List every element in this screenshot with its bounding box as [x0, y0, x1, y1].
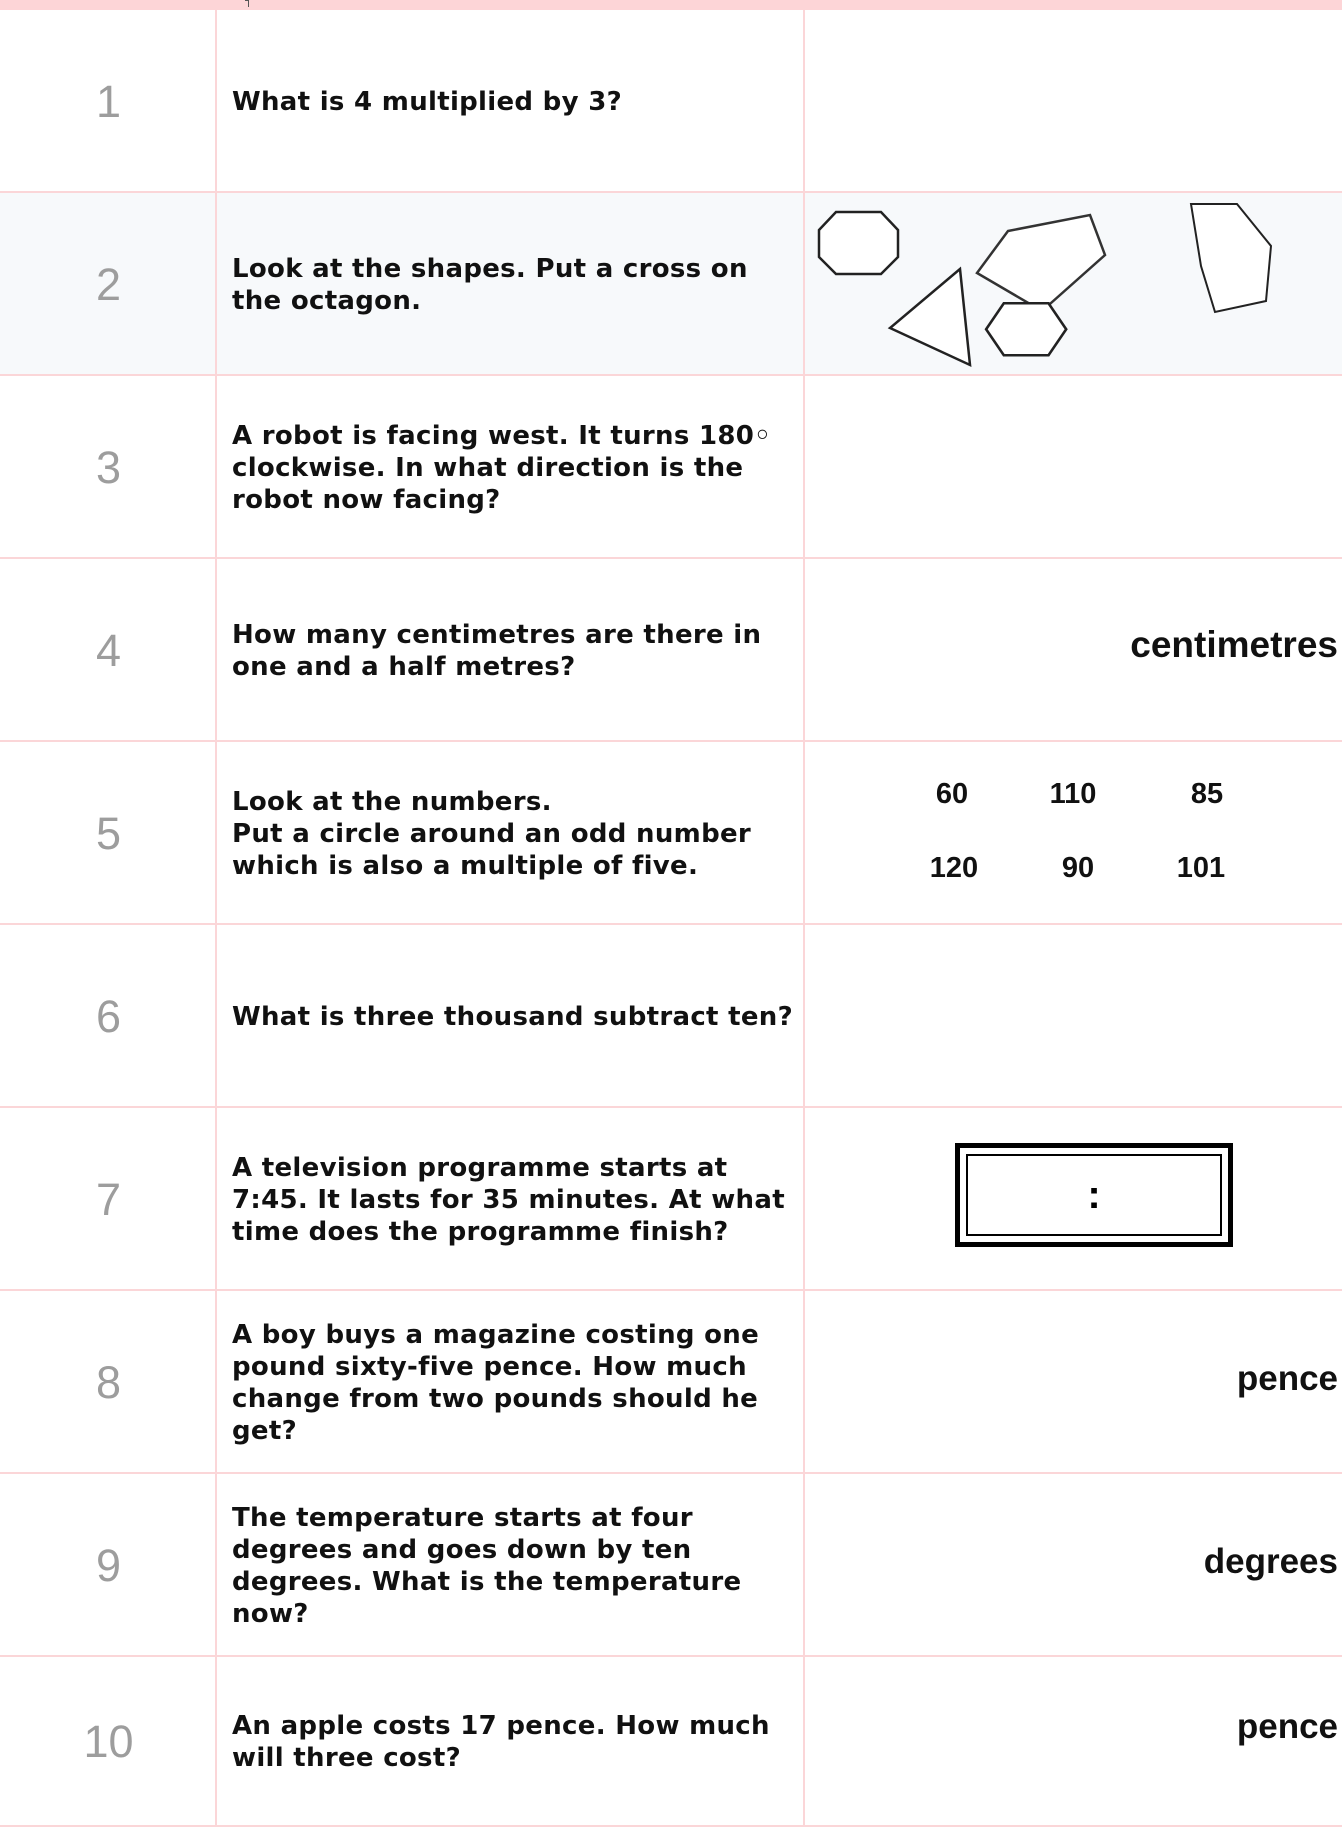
answer-area[interactable] — [806, 1657, 1342, 1827]
question-row-2 — [0, 193, 1342, 376]
question-text: The temperature starts at four degrees and goes down by ten degrees. What is the temperature now? — [232, 1502, 742, 1629]
question-row-4 — [0, 559, 1342, 742]
top-bar — [0, 0, 1342, 10]
number-choice[interactable]: 101 — [1176, 852, 1226, 884]
question-row-6 — [0, 925, 1342, 1108]
question-row-10 — [0, 1657, 1342, 1827]
question-number: 1 — [95, 75, 122, 127]
question-number: 2 — [95, 258, 122, 310]
question-text: An apple costs 17 pence. How much will three cost? — [232, 1711, 770, 1773]
question-text: A robot is facing west. It turns 180◦ clockwise. In what direction is the robot now facing? — [232, 420, 772, 515]
question-number: 8 — [95, 1356, 122, 1408]
answer-area[interactable] — [806, 925, 1342, 1108]
question-number: 7 — [95, 1173, 122, 1225]
number-choice[interactable]: 60 — [935, 778, 969, 810]
number-choice[interactable]: 110 — [1049, 778, 1097, 810]
question-number: 5 — [95, 807, 122, 859]
answer-area[interactable] — [806, 1474, 1342, 1657]
answer-area[interactable] — [806, 1291, 1342, 1474]
question-text: A television programme starts at 7:45. It lasts for 35 minutes. At what time does the programme finish? — [232, 1152, 785, 1247]
question-text: Look at the shapes. Put a cross on the octagon. — [232, 253, 748, 316]
question-row-3 — [0, 376, 1342, 559]
question-text: Look at the numbers. Put a circle around an odd number which is also a multiple of five. — [232, 786, 752, 881]
column-divider — [803, 10, 805, 1827]
number-choice[interactable]: 85 — [1190, 778, 1224, 810]
answer-area — [806, 742, 1342, 925]
number-choice[interactable]: 90 — [1061, 852, 1095, 884]
shapes-figure — [806, 193, 1342, 376]
answer-unit: pence — [1236, 1359, 1338, 1398]
question-number: 3 — [95, 441, 122, 493]
answer-unit: centimetres — [1130, 624, 1338, 665]
pentagon-shape[interactable] — [977, 215, 1105, 311]
question-number: 6 — [95, 990, 122, 1042]
answer-area — [806, 1108, 1342, 1291]
question-number: 9 — [95, 1539, 122, 1591]
pentagon-shape-2[interactable] — [1191, 204, 1271, 312]
top-bar-mark — [248, 0, 249, 7]
question-text: How many centimetres are there in one and a half metres? — [232, 619, 762, 682]
question-number: 10 — [83, 1716, 134, 1767]
hexagon-shape[interactable] — [986, 303, 1066, 355]
question-row-9 — [0, 1474, 1342, 1657]
column-divider — [215, 10, 217, 1827]
question-number: 4 — [95, 624, 122, 676]
triangle-shape[interactable] — [890, 269, 970, 365]
answer-area[interactable] — [806, 559, 1342, 742]
answer-area — [806, 193, 1342, 376]
question-text: What is 4 multiplied by 3? — [232, 86, 622, 117]
answer-area[interactable] — [806, 10, 1342, 193]
question-row-1 — [0, 10, 1342, 193]
question-text: A boy buys a magazine costing one pound sixty-five pence. How much change from two pounds should he get? — [232, 1319, 760, 1446]
clock-separator: : — [966, 1154, 1222, 1236]
number-choice[interactable]: 120 — [929, 852, 979, 884]
question-row-8 — [0, 1291, 1342, 1474]
question-row-7 — [0, 1108, 1342, 1291]
answer-unit: pence — [1236, 1707, 1338, 1746]
digital-clock-box[interactable] — [955, 1143, 1233, 1247]
question-text: What is three thousand subtract ten? — [232, 1001, 793, 1032]
octagon-shape[interactable] — [819, 212, 898, 274]
answer-area[interactable] — [806, 376, 1342, 559]
question-row-5 — [0, 742, 1342, 925]
answer-unit: degrees — [1203, 1542, 1338, 1581]
